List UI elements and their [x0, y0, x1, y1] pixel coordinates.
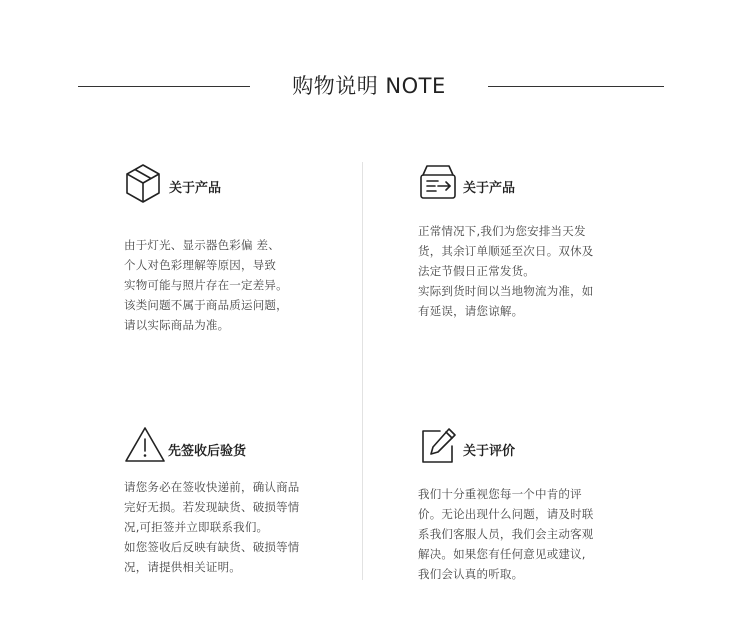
page-title: 购物说明 NOTE [292, 74, 446, 98]
body-line: 请以实际商品为准。 [124, 318, 230, 332]
body-line: 有延误，请您谅解。 [418, 304, 524, 318]
body-line: 况,可拒签并立即联系我们。 [124, 520, 269, 534]
section-title: 关于评价 [463, 444, 516, 459]
body-line: 完好无损。若发现缺货、破损等情 [124, 500, 300, 514]
section-inspect [124, 423, 324, 577]
warning-icon [124, 426, 166, 464]
body-line: 价。无论出现什么问题，请及时联 [418, 507, 594, 521]
box-icon [124, 163, 162, 205]
body-line: 正常情况下,我们为您安排当天发 [418, 224, 586, 238]
body-line: 系我们客服人员，我们会主动客观 [418, 527, 594, 541]
header-left-rule [78, 86, 250, 87]
body-line: 我们会认真的听取。 [418, 567, 524, 581]
section-header [418, 423, 618, 471]
section-header [124, 423, 324, 471]
body-line: 实际到货时间以当地物流为准，如 [418, 284, 594, 298]
body-line: 个人对色彩理解等原因，导致 [124, 258, 277, 272]
body-line: 实物可能与照片存在一定差异。 [124, 278, 288, 292]
section-header [418, 160, 618, 208]
body-line: 该类问题不属于商品质运问题， [124, 298, 288, 312]
body-line: 如您签收后反映有缺货、破损等情 [124, 540, 300, 554]
section-body [124, 477, 324, 577]
column-divider [362, 162, 363, 580]
section-title: 先签收后验货 [168, 444, 247, 459]
section-body [418, 221, 618, 321]
section-title: 关于产品 [463, 181, 516, 196]
body-line: 况，请提供相关证明。 [124, 560, 241, 574]
section-body [124, 235, 324, 335]
section-product-color [124, 160, 324, 335]
body-line: 解决。如果您有任何意见或建议, [418, 547, 586, 561]
edit-icon [418, 426, 458, 466]
section-title: 关于产品 [169, 181, 222, 196]
body-line: 货，其余订单顺延至次日。双休及 [418, 244, 594, 258]
section-body [418, 484, 618, 584]
body-line: 我们十分重视您每一个中肯的评 [418, 487, 582, 501]
body-line: 由于灯光、显示器色彩偏 差、 [124, 238, 280, 252]
header [0, 0, 750, 140]
body-line: 请您务必在签收快递前，确认商品 [124, 480, 300, 494]
section-review [418, 423, 618, 584]
body-line: 法定节假日正常发货。 [418, 264, 535, 278]
section-product-shipping [418, 160, 618, 321]
section-header [124, 160, 324, 208]
header-right-rule [488, 86, 664, 87]
delivery-box-icon [418, 163, 458, 201]
